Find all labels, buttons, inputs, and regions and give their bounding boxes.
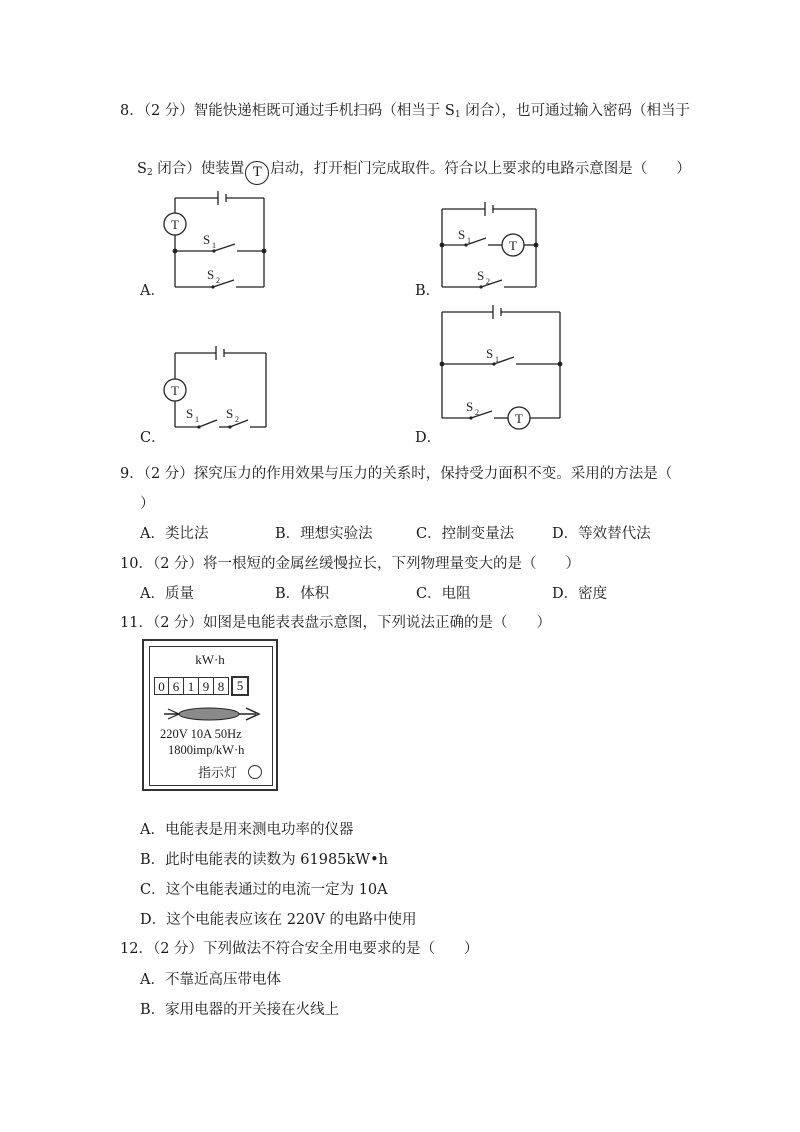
q11-option-a: A．电能表是用来测电功率的仪器	[140, 822, 354, 838]
q8-option-c: C．	[140, 430, 166, 446]
q9-option-b: B．理想实验法	[275, 526, 373, 542]
circuit-a-s1-label: S	[203, 232, 211, 247]
q10-option-d: D．密度	[552, 586, 608, 602]
circuit-d-s1-label: S	[486, 346, 494, 361]
q8-stem-line1: 8．（2 分）智能快递柜既可通过手机扫码（相当于 $S_1$ 闭合），也可通过输入密码（相当于	[120, 103, 690, 120]
circuit-d-s2-label: S	[466, 399, 474, 414]
indicator-light-icon	[248, 765, 262, 779]
energy-meter-figure	[142, 639, 278, 791]
q12-stem: 12．（2 分）下列做法不符合安全用电要求的是（ ）	[120, 941, 479, 957]
meter-digit: 6	[169, 677, 184, 695]
meter-digit: 9	[199, 677, 214, 695]
circuit-b-t-label: T	[509, 238, 517, 253]
meter-decimal-digit: 5	[231, 676, 249, 696]
q12-option-b: B．家用电器的开关接在火线上	[140, 1002, 340, 1018]
circuit-d-t-label: T	[515, 411, 523, 426]
meter-spec-constant: 1800imp/kW·h	[168, 743, 245, 757]
q9-option-a: A．类比法	[140, 526, 209, 542]
q11-option-b: B．此时电能表的读数为 61985kW•h	[140, 852, 388, 868]
svg-text:2: 2	[475, 408, 479, 417]
q10-option-b: B．体积	[275, 586, 330, 602]
meter-digit: 0	[154, 677, 169, 695]
svg-text:1: 1	[195, 415, 199, 424]
circuit-a-t-label: T	[171, 217, 179, 232]
circuit-b-s1-label: S	[458, 227, 466, 242]
meter-counter	[154, 677, 249, 696]
svg-text:1: 1	[212, 241, 216, 250]
q9-option-d: D．等效替代法	[552, 526, 651, 542]
circuit-b-s2-label: S	[477, 268, 485, 283]
circuit-d	[442, 305, 560, 429]
q11-stem: 11．（2 分）如图是电能表表盘示意图，下列说法正确的是（ ）	[120, 615, 552, 631]
meter-indicator-label: 指示灯	[198, 766, 238, 781]
circuit-c	[164, 346, 266, 427]
q9-stem-line1: 9．（2 分）探究压力的作用效果与压力的关系时，保持受力面积不变。采用的方法是（	[120, 466, 673, 482]
svg-text:2: 2	[486, 277, 490, 286]
meter-disc-arrow-icon	[162, 704, 262, 724]
q10-option-a: A．质量	[140, 586, 194, 602]
q10-stem: 10．（2 分）将一根短的金属丝缓慢拉长，下列物理量变大的是（ ）	[120, 556, 581, 572]
q8-option-d: D．	[415, 430, 442, 446]
q8-option-b: B．	[415, 283, 441, 299]
meter-unit: kW·h	[195, 652, 225, 667]
svg-text:2: 2	[235, 415, 239, 424]
q10-option-c: C．电阻	[416, 586, 471, 602]
q8-circuit-diagrams	[0, 0, 800, 450]
q9-option-c: C．控制变量法	[416, 526, 515, 542]
q11-option-c: C．这个电能表通过的电流一定为 10A	[140, 882, 388, 898]
svg-text:1: 1	[495, 355, 499, 364]
circuit-c-s1-label: S	[186, 406, 194, 421]
circuit-c-t-label: T	[171, 383, 179, 398]
svg-text:1: 1	[467, 236, 471, 245]
q12-option-a: A．不靠近高压带电体	[140, 972, 281, 988]
meter-spec-rating: 220V 10A 50Hz	[160, 727, 242, 741]
q8-stem-line2: $S_2$ 闭合）使装置 T 启动，打开柜门完成取件。符合以上要求的电路示意图是（ ）	[137, 157, 691, 185]
q8-option-a: A．	[140, 283, 165, 299]
circuit-b	[442, 202, 536, 287]
meter-digit: 8	[214, 677, 229, 695]
meter-digit: 1	[184, 677, 199, 695]
q9-stem-line2: ）	[140, 496, 155, 512]
circuit-c-s2-label: S	[226, 406, 234, 421]
device-t-icon: T	[245, 161, 269, 185]
svg-text:2: 2	[216, 276, 220, 285]
circuit-a-s2-label: S	[207, 267, 215, 282]
q11-option-d: D．这个电能表应该在 220V 的电路中使用	[140, 912, 417, 928]
